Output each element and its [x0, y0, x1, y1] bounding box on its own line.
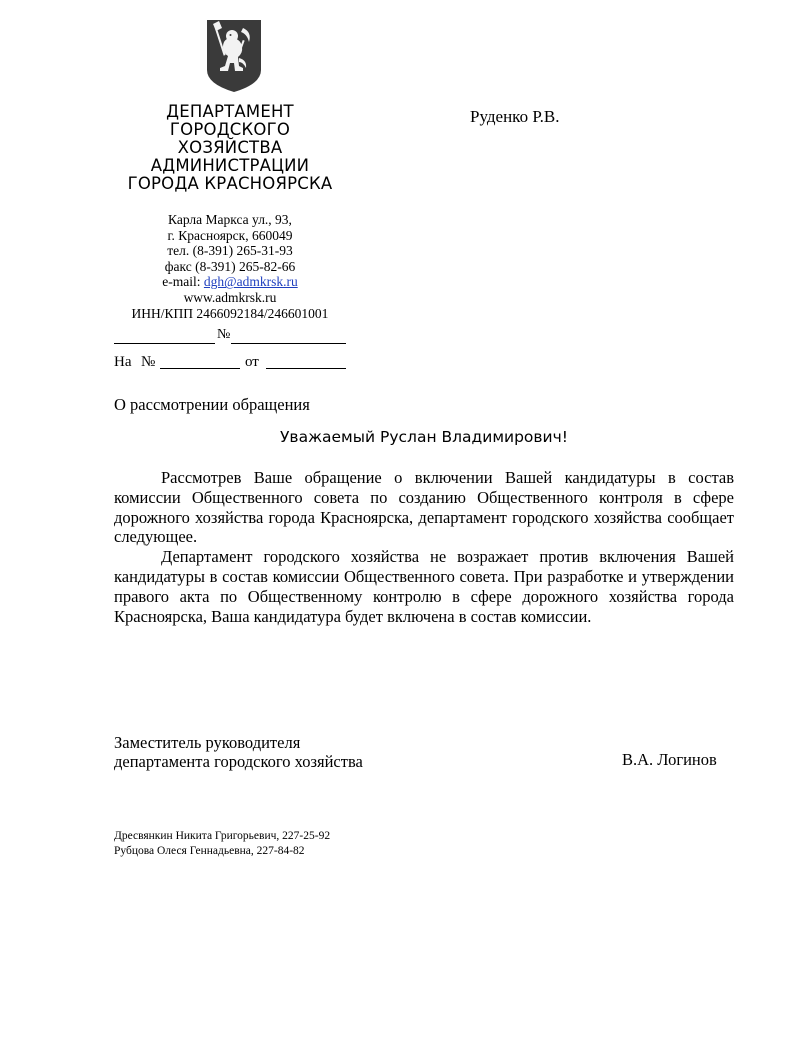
reply-number-blank [160, 354, 240, 369]
registration-number-blank [231, 329, 346, 344]
executor-line: Дресвянкин Никита Григорьевич, 227-25-92 [114, 830, 331, 842]
department-name-line: ГОРОДСКОГО [169, 120, 291, 139]
executors [114, 829, 330, 859]
signatory-position-line: департамента городского хозяйства [114, 752, 363, 771]
phone: тел. (8-391) 265-31-93 [167, 243, 293, 259]
inn-kpp: ИНН/КПП 2466092184/246601001 [131, 305, 329, 321]
subject: О рассмотрении обращения [114, 395, 310, 414]
email-label: e-mail: [162, 274, 204, 290]
coat-of-arms-icon [205, 18, 263, 94]
address-city: г. Красноярск, 660049 [167, 227, 293, 243]
reply-date-blank [266, 354, 346, 369]
department-name-line: АДМИНИСТРАЦИИ [150, 156, 310, 175]
reply-prefix: На [114, 354, 132, 370]
department-name-line: ДЕПАРТАМЕНТ [166, 102, 294, 121]
department-contacts [110, 212, 350, 321]
salutation: Уважаемый Руслан Владимирович! [279, 428, 568, 446]
letter-body [114, 468, 734, 626]
registration-line [114, 329, 346, 345]
department-name-line: ГОРОДА КРАСНОЯРСКА [127, 174, 333, 193]
address-street: Карла Маркса ул., 93, [168, 212, 292, 227]
registration-date-blank [114, 329, 215, 344]
reply-from-label: от [245, 354, 259, 370]
reply-reference-line [114, 354, 346, 372]
department-name [110, 103, 350, 193]
department-name-line: ХОЗЯЙСТВА [177, 138, 283, 157]
email-link[interactable]: dgh@admkrsk.ru [203, 274, 298, 290]
body-paragraph: Департамент городского хозяйства не возражает против включения Вашей кандидатуры в состав комиссии Общественного совета. При разработке и утверждении правого акта по Общественному контролю в сфере дорожного хозяйства города Красноярска, Ваша кандидатура будет включена в состав комиссии. [114, 547, 734, 626]
email-row [110, 274, 350, 290]
signatory-position-line: Заместитель руководителя [114, 733, 301, 752]
website: www.admkrsk.ru [183, 289, 277, 305]
body-paragraph: Рассмотрев Ваше обращение о включении Вашей кандидатуры в состав комиссии Общественного совета по созданию Общественного контроля в сфере дорожного хозяйства города Красноярска, департамент городского хозяйства сообщает следующее. [114, 468, 734, 547]
registration-number-sign: № [217, 327, 231, 342]
signatory-position [114, 733, 363, 771]
signatory-name: В.А. Логинов [622, 750, 717, 769]
fax: факс (8-391) 265-82-66 [164, 258, 296, 274]
reply-number-sign: № [141, 354, 156, 370]
executor-line: Рубцова Олеся Геннадьевна, 227-84-82 [114, 845, 305, 857]
recipient: Руденко Р.В. [470, 107, 560, 126]
